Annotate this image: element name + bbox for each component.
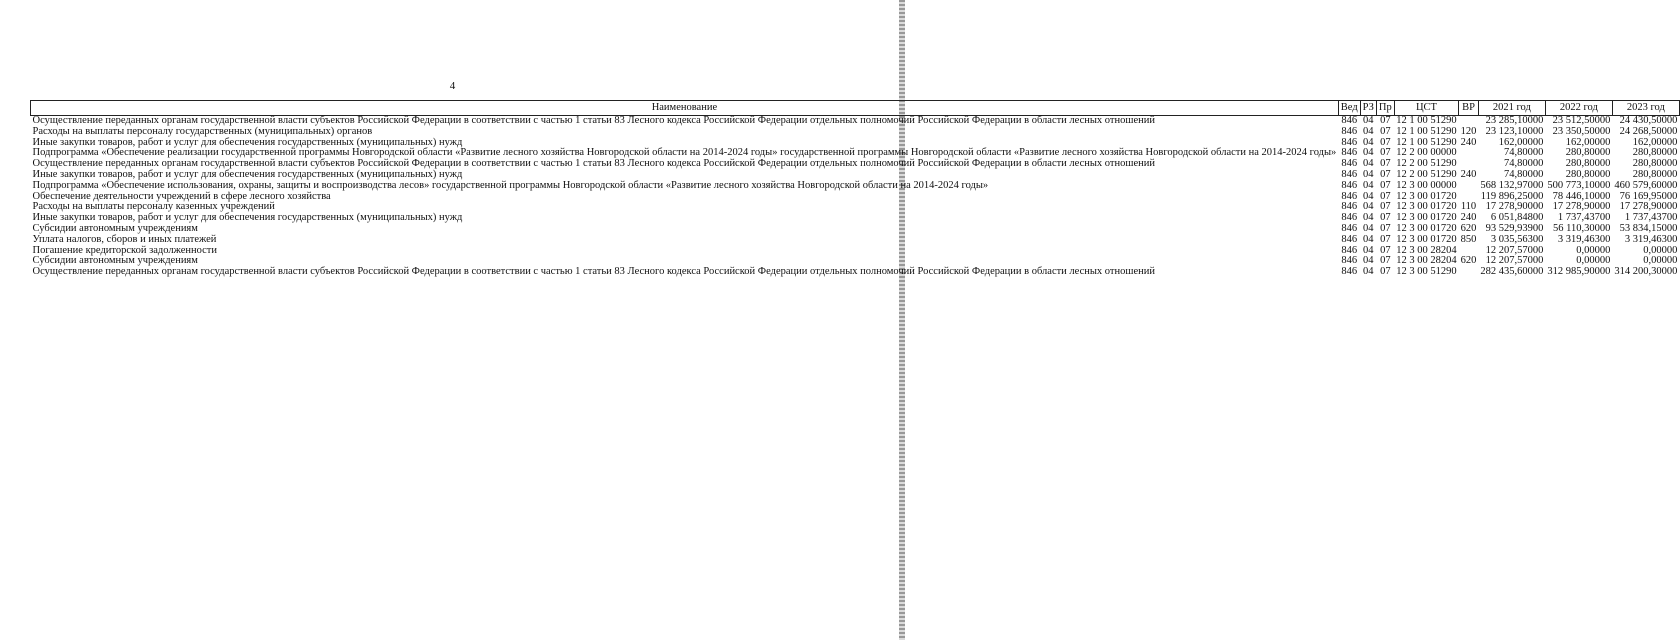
row-vr: 240 — [1460, 168, 1477, 180]
row-cst: 12 1 00 51290 — [1396, 125, 1457, 137]
row-amount-2021: 74,80000 — [1504, 168, 1544, 180]
row-cst: 12 2 00 00000 — [1396, 147, 1457, 159]
row-vr — [1459, 148, 1479, 159]
row-amount-2021: 6 051,84800 — [1490, 212, 1544, 224]
table-body — [31, 116, 1680, 278]
row-cst: 12 3 00 51290 — [1396, 266, 1457, 278]
header-name: Наименование — [31, 101, 1339, 116]
row-pr: 07 — [1380, 190, 1391, 202]
table-row — [31, 235, 1680, 246]
row-rz: 04 — [1363, 201, 1374, 213]
table-row — [31, 127, 1680, 138]
table-row — [31, 181, 1680, 192]
row-amount-2023: 460 579,60000 — [1614, 179, 1678, 191]
row-amount-2022: 280,80000 — [1565, 158, 1611, 170]
row-pr: 07 — [1380, 244, 1391, 256]
row-rz: 04 — [1363, 125, 1374, 137]
row-amount-2023: 1 737,43700 — [1624, 212, 1678, 224]
row-vr: 240 — [1460, 136, 1477, 148]
row-name: Осуществление переданных органам государственной власти субъектов Российской Федерации в соответствии с частью 1 статьи 83 Лесного кодекса Российской Федерации отдельных полномочий Российской Федерации в области лесных отношений — [32, 266, 1155, 278]
header-pr: Пр — [1376, 101, 1394, 116]
row-amount-2022: 0,00000 — [1576, 255, 1611, 267]
header-vr: ВР — [1459, 101, 1479, 116]
row-amount-2023: 0,00000 — [1643, 244, 1678, 256]
row-amount-2023: 17 278,90000 — [1619, 201, 1678, 213]
row-ved: 846 — [1341, 212, 1358, 224]
row-rz: 04 — [1363, 168, 1374, 180]
row-cst: 12 3 00 01720 — [1396, 212, 1457, 224]
row-rz: 04 — [1363, 179, 1374, 191]
row-ved: 846 — [1341, 115, 1358, 126]
row-cst: 12 3 00 28204 — [1396, 255, 1457, 267]
row-amount-2022: 0,00000 — [1576, 244, 1611, 256]
header-ved: Вед — [1338, 101, 1360, 116]
row-amount-2021: 23 123,10000 — [1485, 125, 1544, 137]
row-pr: 07 — [1380, 168, 1391, 180]
table-header-row — [31, 101, 1680, 116]
row-ved: 846 — [1341, 233, 1358, 245]
row-rz: 04 — [1363, 233, 1374, 245]
row-pr: 07 — [1380, 158, 1391, 170]
row-amount-2023: 0,00000 — [1643, 255, 1678, 267]
row-name: Субсидии автономным учреждениям — [32, 222, 198, 234]
row-amount-2021: 23 285,10000 — [1485, 115, 1544, 126]
header-year-2021: 2021 год — [1478, 101, 1545, 116]
row-amount-2021: 162,00000 — [1498, 136, 1544, 148]
row-amount-2022: 312 985,90000 — [1547, 266, 1611, 278]
row-name: Подпрограмма «Обеспечение использования, охраны, защиты и воспроизводства лесов» государственной программы Новгородской области «Развитие лесного хозяйства Новгородской области на 2014-2024 годы» — [32, 179, 989, 191]
row-amount-2022: 1 737,43700 — [1557, 212, 1611, 224]
row-amount-2021: 93 529,93900 — [1485, 222, 1544, 234]
budget-table — [30, 100, 1680, 278]
row-vr: 850 — [1460, 233, 1477, 245]
row-cst: 12 3 00 01720 — [1396, 222, 1457, 234]
row-amount-2022: 56 110,30000 — [1553, 222, 1611, 234]
row-amount-2023: 3 319,46300 — [1624, 233, 1678, 245]
row-amount-2021: 17 278,90000 — [1485, 201, 1544, 213]
row-pr: 07 — [1380, 201, 1391, 213]
row-vr: 110 — [1460, 201, 1477, 213]
header-year-2022: 2022 год — [1545, 101, 1612, 116]
row-amount-2022: 17 278,90000 — [1552, 201, 1611, 213]
row-amount-2023: 53 834,15000 — [1619, 222, 1678, 234]
row-ved: 846 — [1341, 125, 1358, 137]
header-year-2023: 2023 год — [1612, 101, 1679, 116]
header-rz: РЗ — [1360, 101, 1376, 116]
row-rz: 04 — [1363, 212, 1374, 224]
row-amount-2022: 500 773,10000 — [1547, 179, 1611, 191]
row-name: Субсидии автономным учреждениям — [32, 255, 198, 267]
row-vr: 620 — [1460, 255, 1477, 267]
row-ved: 846 — [1341, 222, 1358, 234]
row-pr: 07 — [1380, 179, 1391, 191]
row-pr: 07 — [1380, 147, 1391, 159]
row-ved: 846 — [1341, 266, 1358, 278]
row-amount-2021: 568 132,97000 — [1480, 179, 1544, 191]
row-rz: 04 — [1363, 266, 1374, 278]
row-ved: 846 — [1341, 147, 1358, 159]
row-pr: 07 — [1380, 212, 1391, 224]
row-amount-2021: 74,80000 — [1504, 147, 1544, 159]
row-ved: 846 — [1341, 168, 1358, 180]
row-rz: 04 — [1363, 115, 1374, 126]
row-vr — [1459, 267, 1479, 278]
row-name: Осуществление переданных органам государственной власти субъектов Российской Федерации в соответствии с частью 1 статьи 83 Лесного кодекса Российской Федерации отдельных полномочий Российской Федерации в области лесных отношений — [32, 115, 1155, 126]
row-ved: 846 — [1341, 255, 1358, 267]
row-cst: 12 1 00 51290 — [1396, 136, 1457, 148]
row-rz: 04 — [1363, 222, 1374, 234]
row-amount-2021: 3 035,56300 — [1490, 233, 1544, 245]
row-vr: 120 — [1460, 125, 1477, 137]
table-row — [31, 267, 1680, 278]
row-amount-2021: 119 896,25000 — [1480, 190, 1544, 202]
row-pr: 07 — [1380, 136, 1391, 148]
row-rz: 04 — [1363, 255, 1374, 267]
row-name: Подпрограмма «Обеспечение реализации государственной программы Новгородской области «Развитие лесного хозяйства Новгородской области на 2014-2024 годы» государственной программы Новгородской области «Развитие лесного хозяйства Новгородской области на 2014-2024 годы» — [32, 147, 1337, 159]
row-amount-2023: 314 200,30000 — [1614, 266, 1678, 278]
row-amount-2023: 76 169,95000 — [1619, 190, 1678, 202]
row-ved: 846 — [1341, 244, 1358, 256]
row-ved: 846 — [1341, 158, 1358, 170]
row-rz: 04 — [1363, 158, 1374, 170]
row-cst: 12 1 00 51290 — [1396, 115, 1457, 126]
row-amount-2023: 162,00000 — [1632, 136, 1678, 148]
row-ved: 846 — [1341, 179, 1358, 191]
row-name: Расходы на выплаты персоналу государственных (муниципальных) органов — [32, 125, 373, 137]
row-rz: 04 — [1363, 136, 1374, 148]
row-amount-2022: 23 512,50000 — [1552, 115, 1611, 126]
row-name: Погашение кредиторской задолженности — [32, 244, 217, 256]
row-amount-2023: 280,80000 — [1632, 147, 1678, 159]
row-vr — [1459, 181, 1479, 192]
row-pr: 07 — [1380, 233, 1391, 245]
row-amount-2022: 162,00000 — [1565, 136, 1611, 148]
row-amount-2023: 24 268,50000 — [1619, 125, 1678, 137]
row-amount-2022: 78 446,10000 — [1552, 190, 1611, 202]
row-pr: 07 — [1380, 266, 1391, 278]
row-amount-2021: 12 207,57000 — [1485, 255, 1544, 267]
row-name: Расходы на выплаты персоналу казенных учреждений — [32, 201, 275, 213]
row-rz: 04 — [1363, 190, 1374, 202]
row-cst: 12 3 00 00000 — [1396, 179, 1457, 191]
row-amount-2022: 23 350,50000 — [1552, 125, 1611, 137]
row-pr: 07 — [1380, 222, 1391, 234]
page-number: 4 — [449, 80, 456, 92]
row-name: Иные закупки товаров, работ и услуг для обеспечения государственных (муниципальных) нужд — [32, 168, 463, 180]
row-name: Обеспечение деятельности учреждений в сфере лесного хозяйства — [32, 190, 331, 202]
row-cst: 12 3 00 01720 — [1396, 233, 1457, 245]
header-cst: ЦСТ — [1394, 101, 1458, 116]
row-amount-2022: 280,80000 — [1565, 147, 1611, 159]
row-pr: 07 — [1380, 255, 1391, 267]
row-cst: 12 2 00 51290 — [1396, 168, 1457, 180]
row-cst: 12 2 00 51290 — [1396, 158, 1457, 170]
row-amount-2023: 24 430,50000 — [1619, 115, 1678, 126]
row-cst: 12 3 00 28204 — [1396, 244, 1457, 256]
row-ved: 846 — [1341, 201, 1358, 213]
row-amount-2021: 282 435,60000 — [1480, 266, 1544, 278]
row-vr: 620 — [1460, 222, 1477, 234]
row-rz: 04 — [1363, 147, 1374, 159]
row-amount-2022: 280,80000 — [1565, 168, 1611, 180]
row-amount-2023: 280,80000 — [1632, 168, 1678, 180]
row-cst: 12 3 00 01720 — [1396, 201, 1457, 213]
row-amount-2021: 12 207,57000 — [1485, 244, 1544, 256]
row-pr: 07 — [1380, 125, 1391, 137]
row-cst: 12 3 00 01720 — [1396, 190, 1457, 202]
row-ved: 846 — [1341, 136, 1358, 148]
row-name: Иные закупки товаров, работ и услуг для обеспечения государственных (муниципальных) нужд — [32, 136, 463, 148]
row-amount-2022: 3 319,46300 — [1557, 233, 1611, 245]
row-pr: 07 — [1380, 115, 1391, 126]
row-amount-2021: 74,80000 — [1504, 158, 1544, 170]
row-rz: 04 — [1363, 244, 1374, 256]
scan-edge-shadow — [899, 0, 905, 640]
row-ved: 846 — [1341, 190, 1358, 202]
row-amount-2023: 280,80000 — [1632, 158, 1678, 170]
row-name: Осуществление переданных органам государственной власти субъектов Российской Федерации в соответствии с частью 1 статьи 83 Лесного кодекса Российской Федерации отдельных полномочий Российской Федерации в области лесных отношений — [32, 158, 1155, 170]
row-vr: 240 — [1460, 212, 1477, 224]
row-name: Уплата налогов, сборов и иных платежей — [32, 233, 217, 245]
row-name: Иные закупки товаров, работ и услуг для обеспечения государственных (муниципальных) нужд — [32, 212, 463, 224]
